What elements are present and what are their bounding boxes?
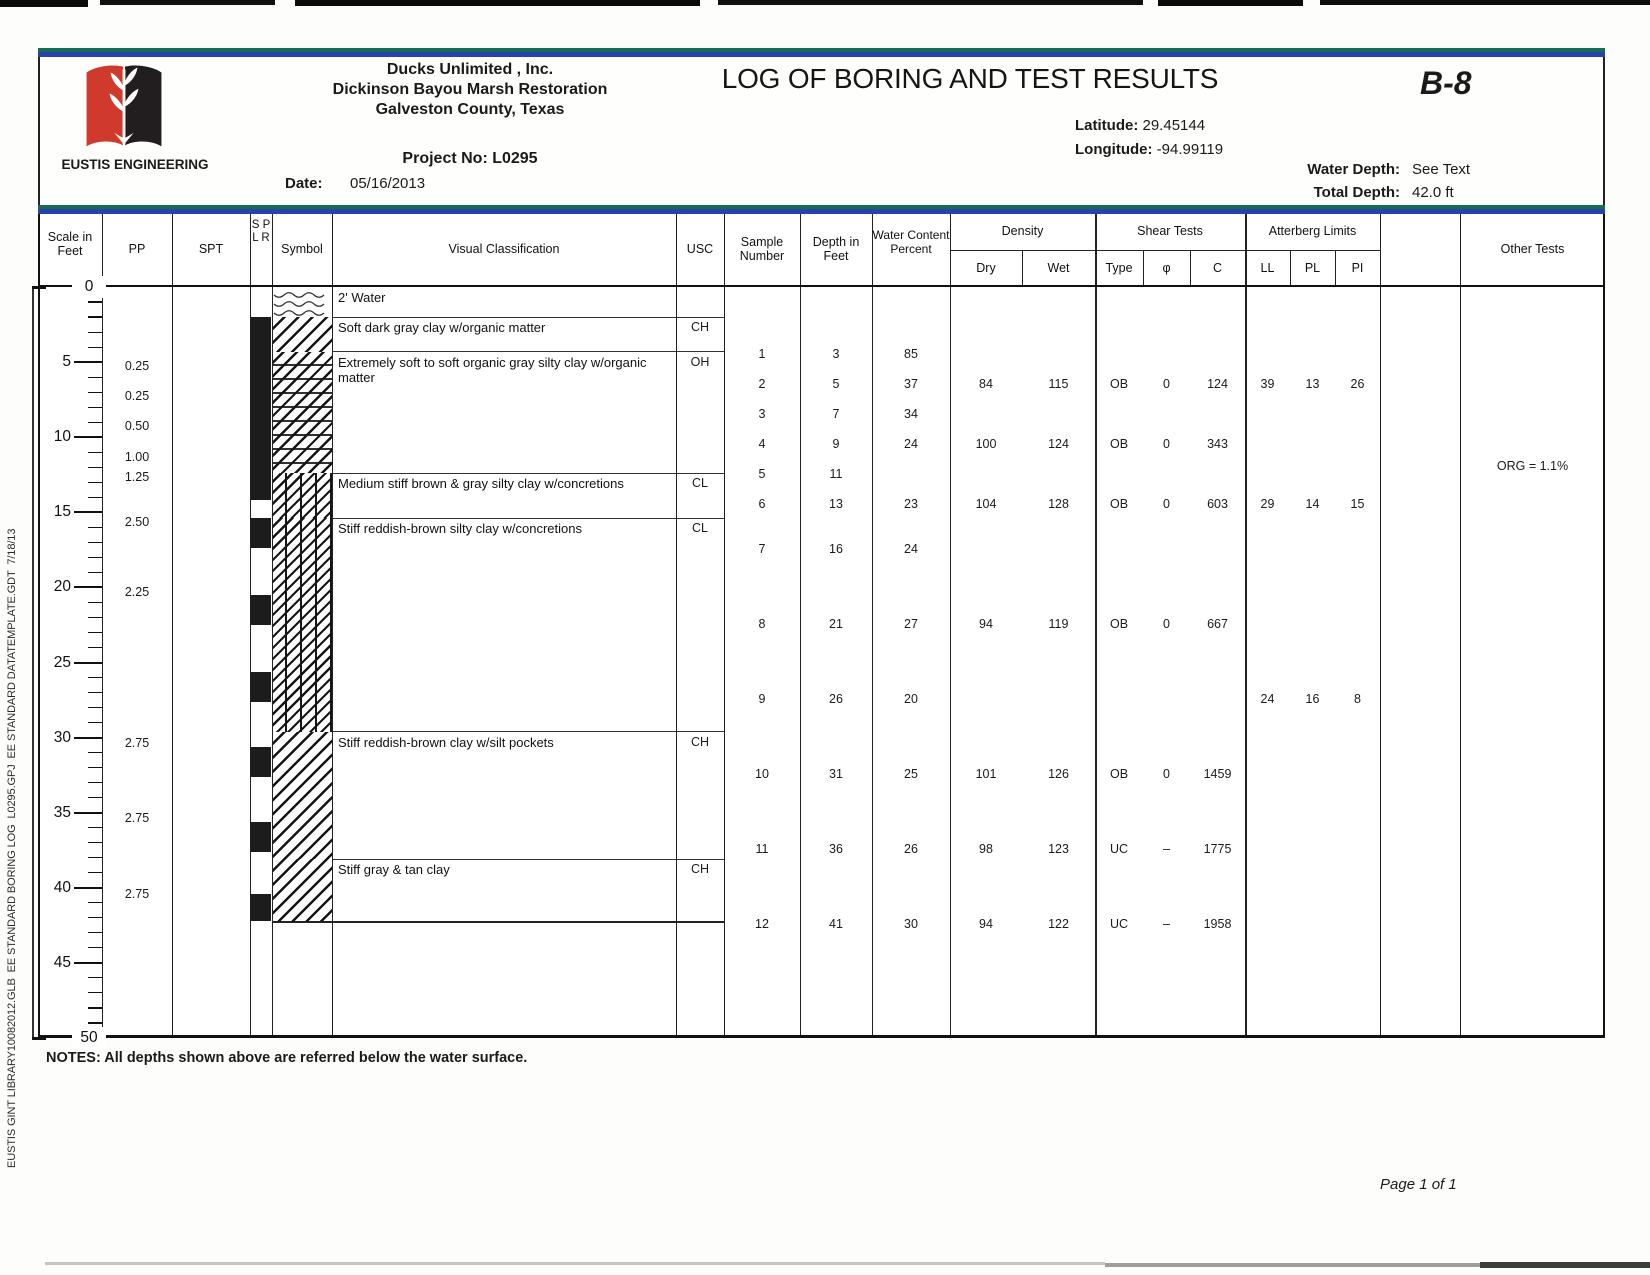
scale-tick-minor bbox=[88, 827, 102, 828]
scale-tick-minor bbox=[88, 752, 102, 753]
col-header-phi: φ bbox=[1162, 261, 1171, 275]
scale-tick-major bbox=[74, 662, 102, 664]
scale-tick-minor bbox=[88, 572, 102, 573]
scale-tick-minor bbox=[88, 542, 102, 543]
sample-wet: 126 bbox=[1048, 767, 1069, 782]
scan-artifact bbox=[45, 1262, 1105, 1265]
pp-value: 2.75 bbox=[124, 887, 150, 902]
notes: NOTES: All depths shown above are referred below the water surface. bbox=[46, 1050, 528, 1066]
sample-wc: 23 bbox=[904, 496, 918, 511]
col-header-ll: LL bbox=[1260, 261, 1275, 275]
pp-value: 2.75 bbox=[124, 735, 150, 750]
sample-wc: 24 bbox=[904, 436, 918, 451]
sampler-interval-bar bbox=[251, 822, 271, 852]
scale-tick-minor bbox=[88, 392, 102, 393]
stratum-boundary-line bbox=[332, 859, 724, 860]
sampler-interval-bar bbox=[251, 317, 271, 500]
col-header-atterberg-limits: Atterberg Limits bbox=[1268, 224, 1357, 238]
scale-label: 0 bbox=[72, 276, 106, 298]
scale-edge-cap bbox=[32, 1037, 46, 1040]
scale-tick-minor bbox=[88, 992, 102, 993]
grid-line-vertical bbox=[800, 287, 801, 1038]
sample-wet: 119 bbox=[1048, 616, 1069, 631]
col-header-type: Type bbox=[1105, 261, 1133, 275]
col-header-spt: SPT bbox=[198, 242, 224, 256]
stratum-usc-code: CL bbox=[692, 476, 708, 491]
scale-tick-major bbox=[74, 887, 102, 889]
grid-line-vertical bbox=[800, 214, 801, 287]
scale-tick-minor bbox=[88, 422, 102, 423]
sample-phi: – bbox=[1163, 917, 1170, 932]
sample-wet: 115 bbox=[1048, 376, 1069, 391]
scale-tick-minor bbox=[88, 932, 102, 933]
sample-number: 3 bbox=[758, 406, 766, 421]
stratum-label: Medium stiff brown & gray silty clay w/concretions bbox=[338, 476, 624, 492]
sample-pl: 16 bbox=[1305, 692, 1320, 707]
stratum-symbol-ch bbox=[272, 732, 332, 860]
sample-wc: 25 bbox=[904, 767, 918, 782]
grid-line-vertical bbox=[950, 214, 951, 287]
sample-depth: 11 bbox=[829, 466, 843, 481]
col-header-other-tests: Other Tests bbox=[1500, 242, 1565, 256]
scale-tick-minor bbox=[88, 647, 102, 648]
sample-wet: 128 bbox=[1048, 496, 1069, 511]
sample-c: 1459 bbox=[1203, 767, 1232, 782]
sample-depth: 9 bbox=[832, 436, 840, 451]
grid-line-subheader bbox=[1190, 250, 1191, 287]
scale-label: 10 bbox=[53, 428, 71, 446]
sheet-header bbox=[38, 57, 1605, 205]
water-depth-value: See Text bbox=[1412, 161, 1471, 178]
sample-ll: 24 bbox=[1260, 692, 1275, 707]
grid-line-subheader bbox=[1143, 250, 1144, 287]
project-location: Galveston County, Texas bbox=[375, 101, 565, 118]
sample-type: OB bbox=[1109, 616, 1129, 631]
grid-line-vertical bbox=[1245, 214, 1247, 287]
scale-label: 20 bbox=[53, 578, 71, 596]
scan-artifact bbox=[1480, 1262, 1650, 1268]
scan-artifact bbox=[0, 0, 88, 7]
col-header-c: C bbox=[1212, 261, 1223, 275]
client-name: Ducks Unlimited , Inc. bbox=[386, 61, 554, 78]
scale-tick-minor bbox=[88, 407, 102, 408]
project-name: Dickinson Bayou Marsh Restoration bbox=[332, 81, 608, 98]
eustis-logo bbox=[76, 61, 172, 153]
grid-line-vertical bbox=[1380, 214, 1381, 287]
stratum-symbol-oh bbox=[272, 352, 332, 474]
sampler-interval-bar bbox=[251, 518, 271, 548]
pp-value: 0.50 bbox=[124, 418, 150, 433]
col-header-pi: PI bbox=[1351, 261, 1364, 275]
sample-phi: 0 bbox=[1163, 616, 1170, 631]
sample-phi: 0 bbox=[1163, 767, 1170, 782]
sample-pl: 14 bbox=[1305, 496, 1320, 511]
sample-dry: 100 bbox=[975, 436, 997, 451]
grid-line-header-bottom bbox=[38, 285, 1605, 287]
sample-wc: 26 bbox=[904, 842, 918, 857]
sample-number: 12 bbox=[755, 917, 769, 932]
sample-phi: – bbox=[1163, 842, 1170, 857]
scan-artifact bbox=[718, 0, 1143, 5]
stratum-boundary-line bbox=[332, 317, 724, 318]
sample-type: OB bbox=[1109, 767, 1129, 782]
sample-phi: 0 bbox=[1163, 376, 1170, 391]
sample-phi: 0 bbox=[1163, 436, 1170, 451]
sample-number: 5 bbox=[758, 466, 766, 481]
scale-label: 35 bbox=[53, 803, 71, 821]
sample-type: OB bbox=[1109, 376, 1129, 391]
longitude-row bbox=[1075, 141, 1223, 158]
file-info-vertical-text: EUSTIS GINT LIBRARY10082012.GLB EE STANDARD BORING LOG L0295.GPJ EE STANDARD DATATEMPLATE.GDT 7/18/13 bbox=[6, 528, 18, 1168]
sampler-interval-bar bbox=[251, 595, 271, 625]
sample-number: 8 bbox=[758, 616, 766, 631]
grid-line-vertical bbox=[872, 287, 873, 1038]
grid-line-vertical bbox=[676, 287, 677, 1038]
scale-tick-minor bbox=[88, 947, 102, 948]
total-depth-label: Total Depth: bbox=[1313, 184, 1400, 201]
scale-tick-minor bbox=[88, 857, 102, 858]
scale-tick-minor bbox=[88, 977, 102, 978]
sample-c: 667 bbox=[1207, 616, 1228, 631]
scale-label: 45 bbox=[53, 953, 71, 971]
sample-pi: 8 bbox=[1354, 692, 1361, 707]
sample-depth: 3 bbox=[832, 346, 840, 361]
grid-line-vertical bbox=[1603, 214, 1605, 287]
sample-wc: 30 bbox=[904, 917, 918, 932]
col-header-usc: USC bbox=[686, 242, 714, 256]
col-header-symbol: Symbol bbox=[281, 242, 323, 256]
stratum-boundary-line bbox=[332, 473, 724, 474]
grid-line-vertical bbox=[250, 214, 251, 287]
scale-tick-major bbox=[74, 361, 102, 363]
grid-line-vertical bbox=[724, 287, 725, 1038]
date-label: Date: bbox=[285, 175, 323, 192]
stratum-label: Soft dark gray clay w/organic matter bbox=[338, 320, 546, 335]
grid-line-vertical bbox=[872, 214, 873, 287]
scale-tick-minor bbox=[88, 917, 102, 918]
sample-type: UC bbox=[1109, 917, 1129, 932]
sampler-interval-bar bbox=[251, 747, 271, 777]
sample-pi: 15 bbox=[1350, 496, 1365, 511]
boring-id: B-8 bbox=[1420, 65, 1472, 101]
grid-line-subheader bbox=[1335, 250, 1336, 287]
scale-tick-minor bbox=[88, 902, 102, 903]
scale-tick-major bbox=[74, 962, 102, 964]
scale-tick-minor bbox=[88, 1022, 102, 1023]
scale-tick-minor bbox=[88, 452, 102, 453]
top-separator-band bbox=[38, 48, 1605, 57]
sample-c: 343 bbox=[1207, 436, 1228, 451]
scale-tick-minor bbox=[88, 722, 102, 723]
col-header-wet: Wet bbox=[1047, 261, 1070, 275]
scale-tick-minor bbox=[88, 527, 102, 528]
scale-tick-minor bbox=[88, 617, 102, 618]
stratum-symbol-ch bbox=[272, 317, 332, 352]
pp-value: 2.50 bbox=[124, 514, 150, 529]
scale-tick-minor bbox=[88, 347, 102, 348]
scale-tick-major bbox=[74, 436, 102, 438]
scale-tick-minor bbox=[88, 842, 102, 843]
col-header-visual-classification: Visual Classification bbox=[448, 242, 560, 256]
sample-depth: 36 bbox=[829, 842, 843, 857]
sample-ll: 39 bbox=[1260, 376, 1275, 391]
grid-line-vertical bbox=[1460, 214, 1461, 287]
project-number: Project No: L0295 bbox=[402, 150, 538, 167]
sample-dry: 101 bbox=[975, 767, 997, 782]
grid-line-vertical bbox=[332, 214, 333, 287]
stratum-usc-code: CH bbox=[690, 320, 710, 334]
sample-depth: 41 bbox=[829, 917, 843, 932]
stratum-boundary-line bbox=[332, 518, 724, 519]
stratum-symbol-cl bbox=[272, 518, 332, 731]
scale-tick-minor bbox=[88, 377, 102, 378]
sample-dry: 94 bbox=[979, 616, 993, 631]
sample-wc: 20 bbox=[904, 692, 918, 707]
sample-type: OB bbox=[1109, 436, 1129, 451]
grid-line-table-bottom bbox=[38, 1035, 1605, 1038]
grid-line-vertical bbox=[1095, 287, 1097, 1038]
grid-line-vertical bbox=[676, 214, 677, 287]
scale-tick-minor bbox=[88, 767, 102, 768]
scale-tick-major bbox=[74, 812, 102, 814]
sample-depth: 21 bbox=[829, 616, 843, 631]
scale-tick-minor bbox=[88, 557, 102, 558]
scale-label: 40 bbox=[53, 878, 71, 896]
sample-wc: 37 bbox=[904, 376, 918, 391]
sampler-interval-bar bbox=[251, 894, 271, 921]
sample-wet: 123 bbox=[1048, 842, 1069, 857]
stratum-label: Extremely soft to soft organic gray silty clay w/organic matter bbox=[338, 354, 647, 385]
grid-line-vertical bbox=[724, 214, 725, 287]
scan-artifact bbox=[295, 0, 700, 6]
sample-depth: 13 bbox=[829, 496, 843, 511]
sample-type: UC bbox=[1109, 842, 1129, 857]
scale-label: 5 bbox=[62, 353, 71, 371]
sample-dry: 94 bbox=[979, 917, 993, 932]
boring-log-table bbox=[38, 214, 1605, 1046]
grid-line-horizontal bbox=[1245, 250, 1380, 251]
sample-depth: 31 bbox=[829, 767, 843, 782]
pp-value: 0.25 bbox=[124, 358, 150, 373]
scale-tick-minor bbox=[88, 332, 102, 333]
scale-label: 15 bbox=[53, 503, 71, 521]
boring-end-line bbox=[272, 921, 724, 923]
sample-number: 1 bbox=[758, 346, 766, 361]
sample-c: 1958 bbox=[1203, 917, 1232, 932]
stratum-symbol-cl bbox=[272, 473, 332, 518]
date-value: 05/16/2013 bbox=[350, 175, 426, 192]
stratum-usc-code: CH bbox=[690, 862, 710, 877]
sample-number: 7 bbox=[758, 541, 766, 556]
col-header-splr: S P L R bbox=[251, 219, 271, 244]
stratum-usc-code: CL bbox=[692, 521, 708, 536]
grid-line-vertical bbox=[272, 214, 273, 287]
page-title: LOG OF BORING AND TEST RESULTS bbox=[721, 63, 1219, 94]
latitude-label: Latitude: bbox=[1075, 117, 1139, 134]
grid-line-vertical bbox=[1380, 287, 1381, 1038]
pp-value: 2.25 bbox=[124, 585, 150, 600]
sample-ll: 29 bbox=[1260, 496, 1275, 511]
longitude-label: Longitude: bbox=[1075, 141, 1153, 158]
scale-tick-minor bbox=[88, 677, 102, 678]
scale-tick-minor bbox=[88, 632, 102, 633]
stratum-boundary-line bbox=[332, 351, 724, 352]
scan-artifact bbox=[100, 0, 275, 5]
sample-c: 603 bbox=[1207, 496, 1228, 511]
col-header-sample-number: Sample Number bbox=[739, 235, 785, 263]
pp-value: 1.00 bbox=[124, 450, 150, 465]
grid-line-vertical bbox=[1095, 214, 1097, 287]
sample-c: 124 bbox=[1207, 376, 1228, 391]
stratum-usc-code: CH bbox=[690, 734, 710, 749]
scale-tick-minor bbox=[88, 316, 102, 317]
page-number: Page 1 of 1 bbox=[1380, 1176, 1457, 1193]
sample-c: 1775 bbox=[1203, 842, 1232, 857]
scale-edge-cap bbox=[32, 286, 46, 289]
scale-label: 30 bbox=[53, 728, 71, 746]
sample-phi: 0 bbox=[1163, 496, 1170, 511]
total-depth-value: 42.0 ft bbox=[1412, 184, 1454, 201]
depth-extent-bracket bbox=[32, 287, 34, 1038]
sample-pl: 13 bbox=[1305, 376, 1320, 391]
latitude-row bbox=[1075, 117, 1205, 134]
scale-tick-minor bbox=[88, 497, 102, 498]
col-header-dry: Dry bbox=[976, 261, 996, 275]
grid-line-vertical bbox=[332, 287, 333, 1038]
scale-label: 25 bbox=[53, 653, 71, 671]
grid-line-vertical bbox=[1460, 287, 1461, 1038]
sample-wet: 122 bbox=[1048, 917, 1069, 932]
sample-type: OB bbox=[1109, 496, 1129, 511]
grid-line-vertical bbox=[250, 287, 251, 1038]
table-header-row bbox=[38, 214, 1605, 287]
sample-dry: 98 bbox=[979, 842, 993, 857]
stratum-symbol-ch bbox=[272, 859, 332, 921]
sample-number: 4 bbox=[758, 436, 766, 451]
water-symbol bbox=[272, 287, 332, 317]
scale-tick-major bbox=[74, 586, 102, 588]
sample-wc: 24 bbox=[904, 541, 918, 556]
latitude-value: 29.45144 bbox=[1142, 117, 1206, 134]
col-header-depth: Depth in Feet bbox=[812, 235, 860, 263]
other-test-value: ORG = 1.1% bbox=[1496, 459, 1569, 474]
scale-label: 50 bbox=[72, 1027, 106, 1049]
sample-number: 9 bbox=[758, 692, 766, 707]
company-name: EUSTIS ENGINEERING bbox=[61, 157, 209, 172]
scan-artifact bbox=[1158, 0, 1303, 6]
stratum-label: 2' Water bbox=[338, 290, 386, 305]
scale-tick-minor bbox=[88, 797, 102, 798]
scan-artifact bbox=[1320, 0, 1650, 5]
mid-separator-band bbox=[38, 205, 1605, 214]
grid-line-vertical bbox=[950, 287, 951, 1038]
water-depth-label: Water Depth: bbox=[1307, 161, 1400, 178]
pp-value: 1.25 bbox=[124, 469, 150, 484]
sample-depth: 7 bbox=[832, 406, 840, 421]
table-body bbox=[38, 278, 1605, 1046]
scale-tick-minor bbox=[88, 1007, 102, 1008]
sample-number: 6 bbox=[758, 496, 766, 511]
scale-tick-minor bbox=[88, 707, 102, 708]
grid-line-vertical bbox=[272, 287, 273, 1038]
sample-wet: 124 bbox=[1048, 436, 1069, 451]
col-header-scale: Scale in Feet bbox=[47, 230, 93, 258]
sample-number: 11 bbox=[755, 842, 769, 857]
grid-line-vertical bbox=[1245, 287, 1247, 1038]
sample-wc: 27 bbox=[904, 616, 918, 631]
col-header-pp: PP bbox=[128, 242, 146, 256]
grid-line-vertical bbox=[172, 214, 173, 287]
sample-number: 2 bbox=[758, 376, 766, 391]
scale-tick-minor bbox=[88, 467, 102, 468]
col-header-density: Density bbox=[1001, 224, 1044, 238]
longitude-value: -94.99119 bbox=[1156, 141, 1224, 158]
sample-depth: 16 bbox=[829, 541, 843, 556]
grid-line-vertical bbox=[1603, 287, 1605, 1038]
stratum-boundary-line bbox=[332, 731, 724, 732]
scan-artifact bbox=[1105, 1263, 1520, 1267]
stratum-label: Stiff gray & tan clay bbox=[338, 862, 450, 878]
stratum-label: Stiff reddish-brown silty clay w/concretions bbox=[338, 521, 582, 537]
col-header-pl: PL bbox=[1304, 261, 1321, 275]
scale-tick-minor bbox=[88, 692, 102, 693]
scale-tick-major bbox=[74, 511, 102, 513]
grid-line-vertical bbox=[38, 287, 40, 1038]
sample-dry: 84 bbox=[979, 376, 993, 391]
sampler-interval-bar bbox=[251, 672, 271, 702]
sample-depth: 5 bbox=[832, 376, 840, 391]
grid-line-vertical bbox=[102, 287, 103, 1038]
scale-tick-major bbox=[74, 737, 102, 739]
grid-line-subheader bbox=[1290, 250, 1291, 287]
stratum-usc-code: OH bbox=[690, 354, 710, 369]
sample-dry: 104 bbox=[975, 496, 997, 511]
grid-line-horizontal bbox=[1095, 250, 1245, 251]
grid-line-subheader bbox=[1022, 250, 1023, 287]
grid-line-vertical bbox=[172, 287, 173, 1038]
col-header-shear-tests: Shear Tests bbox=[1137, 224, 1203, 238]
scale-tick-minor bbox=[88, 782, 102, 783]
sample-wc: 34 bbox=[904, 406, 918, 421]
sample-depth: 26 bbox=[829, 692, 843, 707]
stratum-label: Stiff reddish-brown clay w/silt pockets bbox=[338, 734, 554, 750]
scale-tick-minor bbox=[88, 301, 102, 302]
sample-wc: 85 bbox=[904, 346, 918, 361]
grid-line-vertical bbox=[38, 214, 40, 287]
grid-line-horizontal bbox=[950, 250, 1095, 251]
scale-tick-minor bbox=[88, 482, 102, 483]
pp-value: 2.75 bbox=[124, 810, 150, 825]
sample-number: 10 bbox=[755, 767, 769, 782]
scale-tick-minor bbox=[88, 602, 102, 603]
pp-value: 0.25 bbox=[124, 388, 150, 403]
col-header-water-content: Water Content Percent bbox=[872, 228, 950, 256]
scale-tick-minor bbox=[88, 872, 102, 873]
sample-pi: 26 bbox=[1350, 376, 1365, 391]
